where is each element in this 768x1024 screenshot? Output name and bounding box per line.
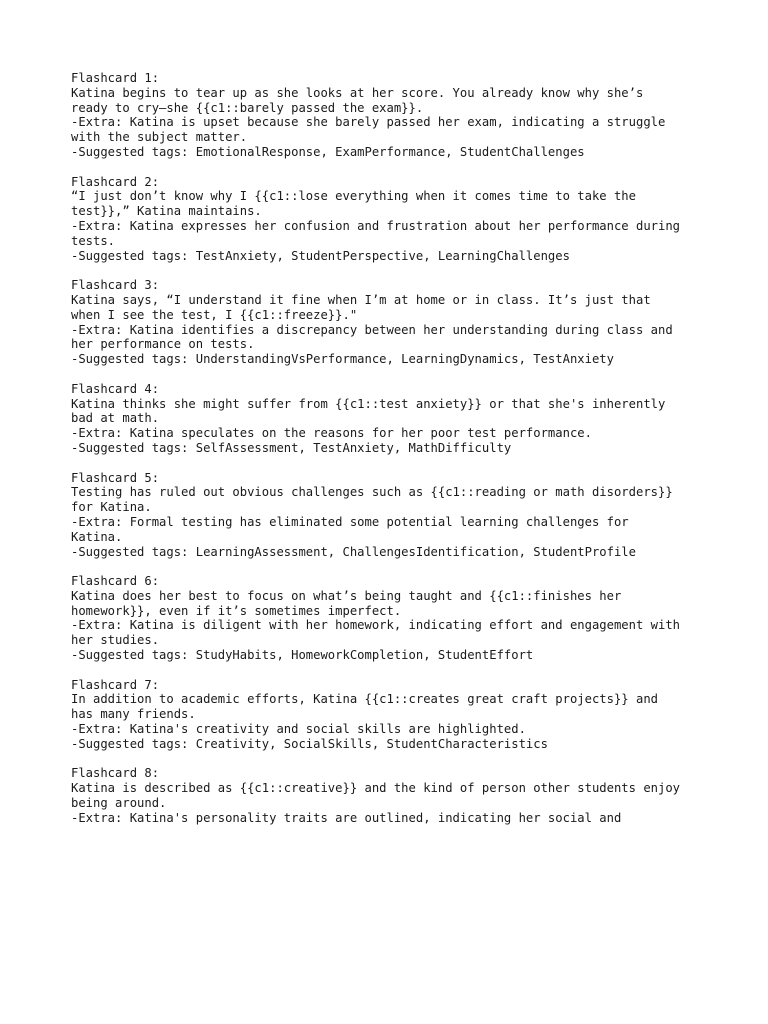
flashcard-extra-line: Katina. — [71, 529, 123, 544]
flashcard-6 — [71, 574, 711, 663]
flashcard-title: Flashcard 8: — [71, 766, 160, 781]
flashcard-text-line: ready to cry—she {{c1::barely passed the exam}}. — [71, 100, 424, 115]
flashcard-tags: -Suggested tags: LearningAssessment, ChallengesIdentification, StudentProfile — [71, 544, 636, 559]
flashcard-text-line: being around. — [71, 796, 167, 811]
flashcard-tags: -Suggested tags: Creativity, SocialSkills, StudentCharacteristics — [71, 736, 548, 751]
flashcard-title: Flashcard 6: — [71, 574, 160, 589]
flashcard-7 — [71, 678, 711, 752]
flashcard-text-line: Katina thinks she might suffer from {{c1::test anxiety}} or that she's inherently — [71, 396, 666, 411]
flashcard-2 — [71, 175, 711, 264]
flashcard-text-line: “I just don’t know why I {{c1::lose everything when it comes time to take the — [71, 189, 636, 204]
flashcard-extra-line: -Extra: Katina's creativity and social skills are highlighted. — [71, 722, 526, 737]
flashcard-text-line: Katina begins to tear up as she looks at her score. You already know why she’s — [71, 85, 644, 100]
flashcard-text-line: homework}}, even if it’s sometimes imperfect. — [71, 603, 402, 618]
flashcard-1 — [71, 71, 711, 160]
flashcard-text-line: Katina says, “I understand it fine when I’m at home or in class. It’s just that — [71, 292, 651, 307]
flashcard-text-line: In addition to academic efforts, Katina {{c1::creates great craft projects}} and — [71, 692, 658, 707]
flashcard-extra-line: her studies. — [71, 633, 160, 648]
flashcard-text-line: Testing has ruled out obvious challenges such as {{c1::reading or math disorders}} — [71, 485, 673, 500]
flashcard-title: Flashcard 2: — [71, 174, 160, 189]
flashcard-extra-line: her performance on tests. — [71, 337, 255, 352]
flashcard-extra-line: -Extra: Formal testing has eliminated some potential learning challenges for — [71, 514, 629, 529]
flashcard-text-line: has many friends. — [71, 707, 196, 722]
flashcard-text-line: bad at math. — [71, 411, 160, 426]
flashcard-4 — [71, 382, 711, 456]
flashcard-tags: -Suggested tags: UnderstandingVsPerformance, LearningDynamics, TestAnxiety — [71, 352, 614, 367]
flashcard-tags: -Suggested tags: EmotionalResponse, ExamPerformance, StudentChallenges — [71, 144, 585, 159]
flashcard-text-line: Katina is described as {{c1::creative}} and the kind of person other students enjoy — [71, 781, 681, 796]
flashcard-3 — [71, 278, 711, 367]
flashcard-text-line: test}},” Katina maintains. — [71, 204, 262, 219]
flashcard-title: Flashcard 3: — [71, 278, 160, 293]
flashcard-text-line: when I see the test, I {{c1::freeze}}." — [71, 307, 358, 322]
flashcard-text-line: Katina does her best to focus on what’s being taught and {{c1::finishes her — [71, 588, 622, 603]
flashcard-extra-line: -Extra: Katina's personality traits are outlined, indicating her social and — [71, 810, 622, 825]
flashcard-extra-line: -Extra: Katina expresses her confusion and frustration about her performance during — [71, 218, 681, 233]
flashcard-extra-line: -Extra: Katina identifies a discrepancy between her understanding during class and — [71, 322, 673, 337]
flashcard-tags: -Suggested tags: SelfAssessment, TestAnxiety, MathDifficulty — [71, 440, 512, 455]
flashcard-extra-line: -Extra: Katina speculates on the reasons for her poor test performance. — [71, 426, 592, 441]
flashcard-title: Flashcard 5: — [71, 470, 160, 485]
flashcard-extra-line: -Extra: Katina is diligent with her homework, indicating effort and engagement with — [71, 618, 681, 633]
document-page — [71, 71, 711, 840]
flashcard-tags: -Suggested tags: TestAnxiety, StudentPerspective, LearningChallenges — [71, 248, 570, 263]
flashcard-5 — [71, 471, 711, 560]
flashcard-8 — [71, 766, 711, 825]
flashcard-extra-line: tests. — [71, 233, 116, 248]
flashcard-title: Flashcard 1: — [71, 71, 160, 85]
flashcard-title: Flashcard 7: — [71, 677, 160, 692]
flashcard-tags: -Suggested tags: StudyHabits, HomeworkCompletion, StudentEffort — [71, 648, 534, 663]
flashcard-extra-line: with the subject matter. — [71, 130, 248, 145]
flashcard-extra-line: -Extra: Katina is upset because she barely passed her exam, indicating a struggle — [71, 115, 666, 130]
flashcard-title: Flashcard 4: — [71, 381, 160, 396]
flashcard-text-line: for Katina. — [71, 500, 152, 515]
